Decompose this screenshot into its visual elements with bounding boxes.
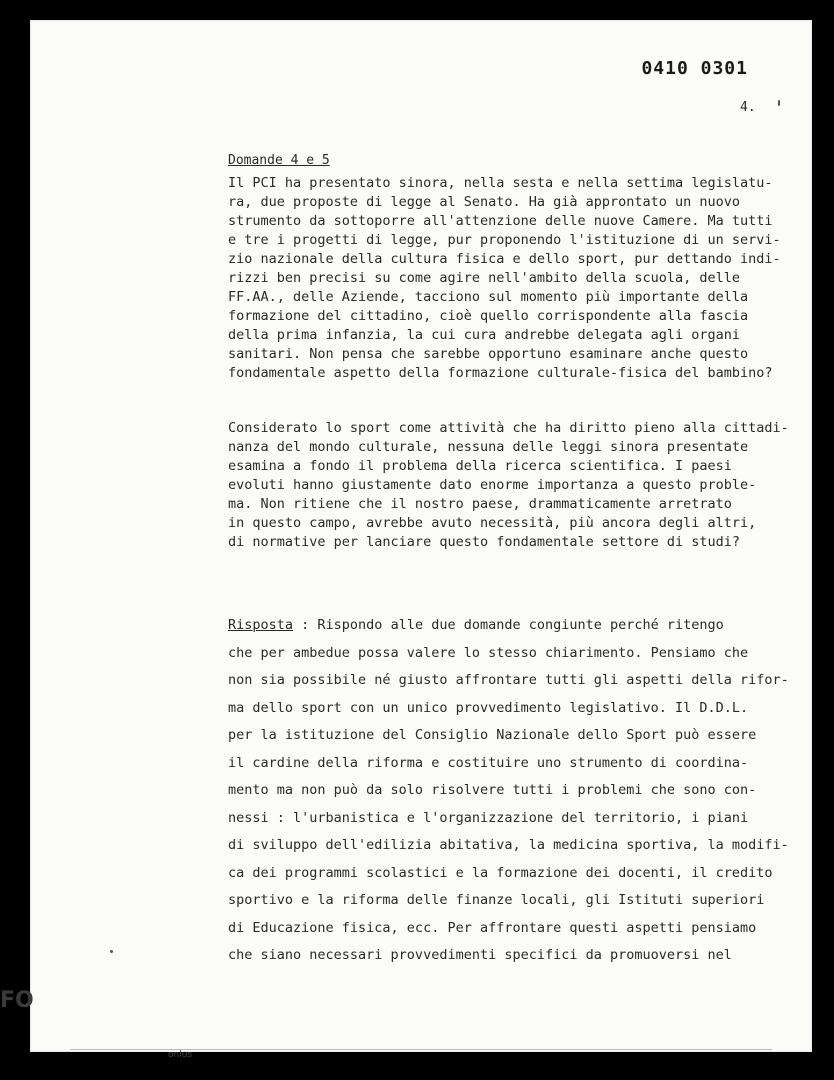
page-number: 4. [740,100,756,115]
answer-paragraph [228,612,798,970]
section-heading: Domande 4 e 5 [228,153,330,168]
answer-label: Risposta [228,617,294,633]
archive-watermark: FO [0,988,34,1013]
document-number: 0410 0301 [641,58,748,79]
speck-mark [110,950,113,953]
question-paragraph-1: Il PCI ha presentato sinora, nella sesta e nella settima legislatu- ra, due proposte di legge al Senato. Ha già approntato un nuovo strumento da sottoporre all'attenzione delle nuove Camere. Ma tutti e tre i progetti di legge, pur proponendo l'istituzione di un servi- zio nazionale della cultura fisica e dello sport, pur dettando indi- rizzi ben precisi su come agire nell'ambito della scuola, delle FF.AA., delle Aziende, tacciono sul momento più importante della formazione del cittadino, cioè quello corrispondente alla fascia della prima infanzia, la cui cura andrebbe delegata agli organi sanitari. Non pensa che sarebbe opportuno esaminare anche questo fondamentale aspetto della formazione culturale-fisica del bambino? [228,175,781,381]
answer-text: : Rispondo alle due domande congiunte perché ritengo che per ambedue possa valere lo stesso chiarimento. Pensiamo che non sia possibile né giusto affrontare tutti gli aspetti della rifor- ma dello sport con un unico provvedimento legislativo. Il D.D.L. per la istituzione del Consiglio Nazionale dello Sport può essere il cardine della riforma e costituire uno strumento di coordina- mento ma non può da solo risolvere tutti i problemi che sono con- nessi : l'urbanistica e l'organizzazione del territorio, i piani di sviluppo dell'edilizia abitativa, la medicina sportiva, la modifi- ca dei programmi scolastici e la formazione dei docenti, il credito sportivo e la riforma delle finanze locali, gli Istituti superiori di Educazione fisica, ecc. Per affrontare questi aspetti pensiamo che siano necessari provvedimenti specifici da promuoversi nel [228,617,789,963]
document-page [30,20,812,1052]
archive-watermark-onlus: onlus [168,1050,193,1060]
speck-mark [778,100,780,106]
question-paragraph-2: Considerato lo sport come attività che ha diritto pieno alla cittadi- nanza del mondo culturale, nessuna delle leggi sinora presentate esamina a fondo il problema della ricerca scientifica. I paesi evoluti hanno giustamente dato enorme importanza a questo proble- ma. Non ritiene che il nostro paese, drammaticamente arretrato in questo campo, avrebbe avuto necessità, più ancora degli altri, di normative per lanciare questo fondamentale settore di studi? [228,420,789,550]
